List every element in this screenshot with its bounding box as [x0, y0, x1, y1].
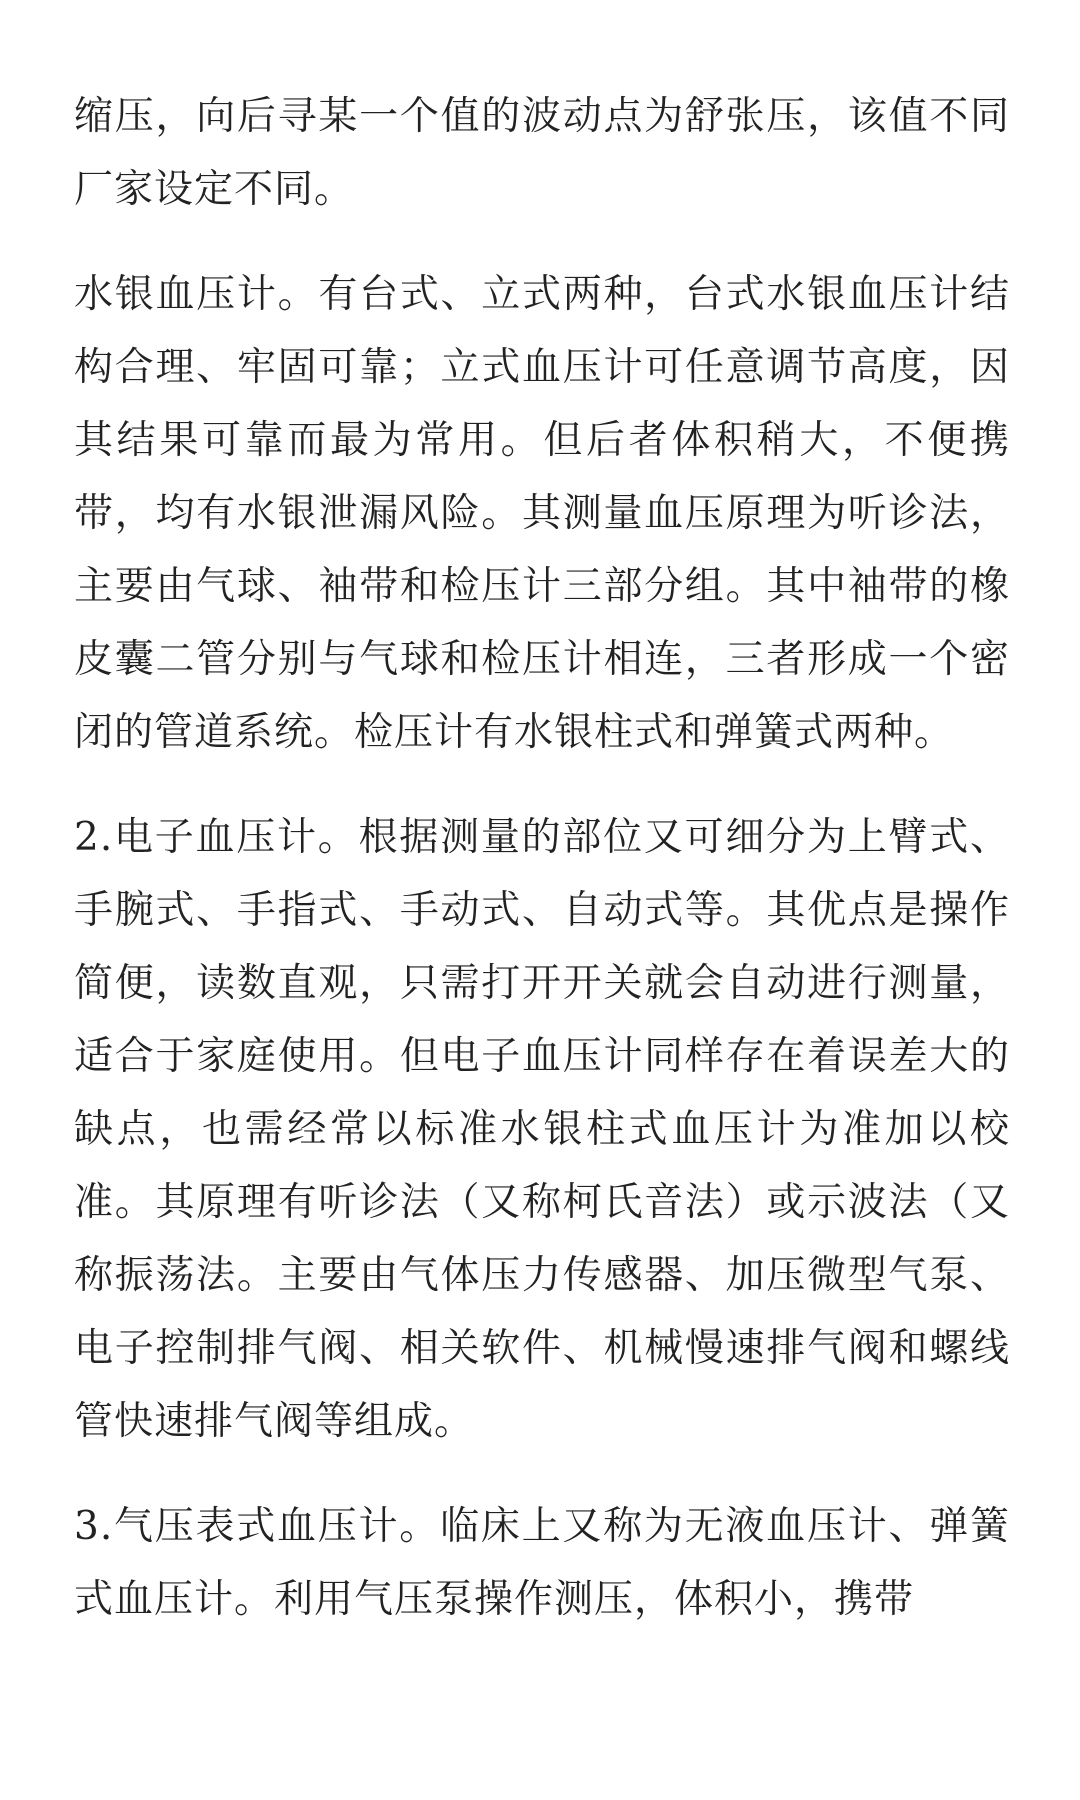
paragraph-diastolic-note: 缩压，向后寻某一个值的波动点为舒张压，该值不同厂家设定不同。: [74, 94, 1010, 212]
paragraph-aneroid-sphygmomanometer: 3.气压表式血压计。临床上又称为无液血压计、弹簧式血压计。利用气压泵操作测压，体积小，携带: [74, 1504, 1010, 1622]
paragraph-mercury-sphygmomanometer: 水银血压计。有台式、立式两种，台式水银血压计结构合理、牢固可靠；立式血压计可任意调节高度，因其结果可靠而最为常用。但后者体积稍大，不便携带，均有水银泄漏风险。其测量血压原理为听诊法，主要由气球、袖带和检压计三部分组。其中袖带的橡皮囊二管分别与气球和检压计相连，三者形成一个密闭的管道系统。检压计有水银柱式和弹簧式两种。: [74, 272, 1010, 755]
paragraph-electronic-sphygmomanometer: 2.电子血压计。根据测量的部位又可细分为上臂式、手腕式、手指式、手动式、自动式等。其优点是操作简便，读数直观，只需打开开关就会自动进行测量，适合于家庭使用。但电子血压计同样存在着误差大的缺点，也需经常以标准水银柱式血压计为准加以校准。其原理有听诊法（又称柯氏音法）或示波法（又称振荡法。主要由气体压力传感器、加压微型气泵、电子控制排气阀、相关软件、机械慢速排气阀和螺线管快速排气阀等组成。: [74, 815, 1010, 1444]
article-body: [74, 80, 1010, 1668]
